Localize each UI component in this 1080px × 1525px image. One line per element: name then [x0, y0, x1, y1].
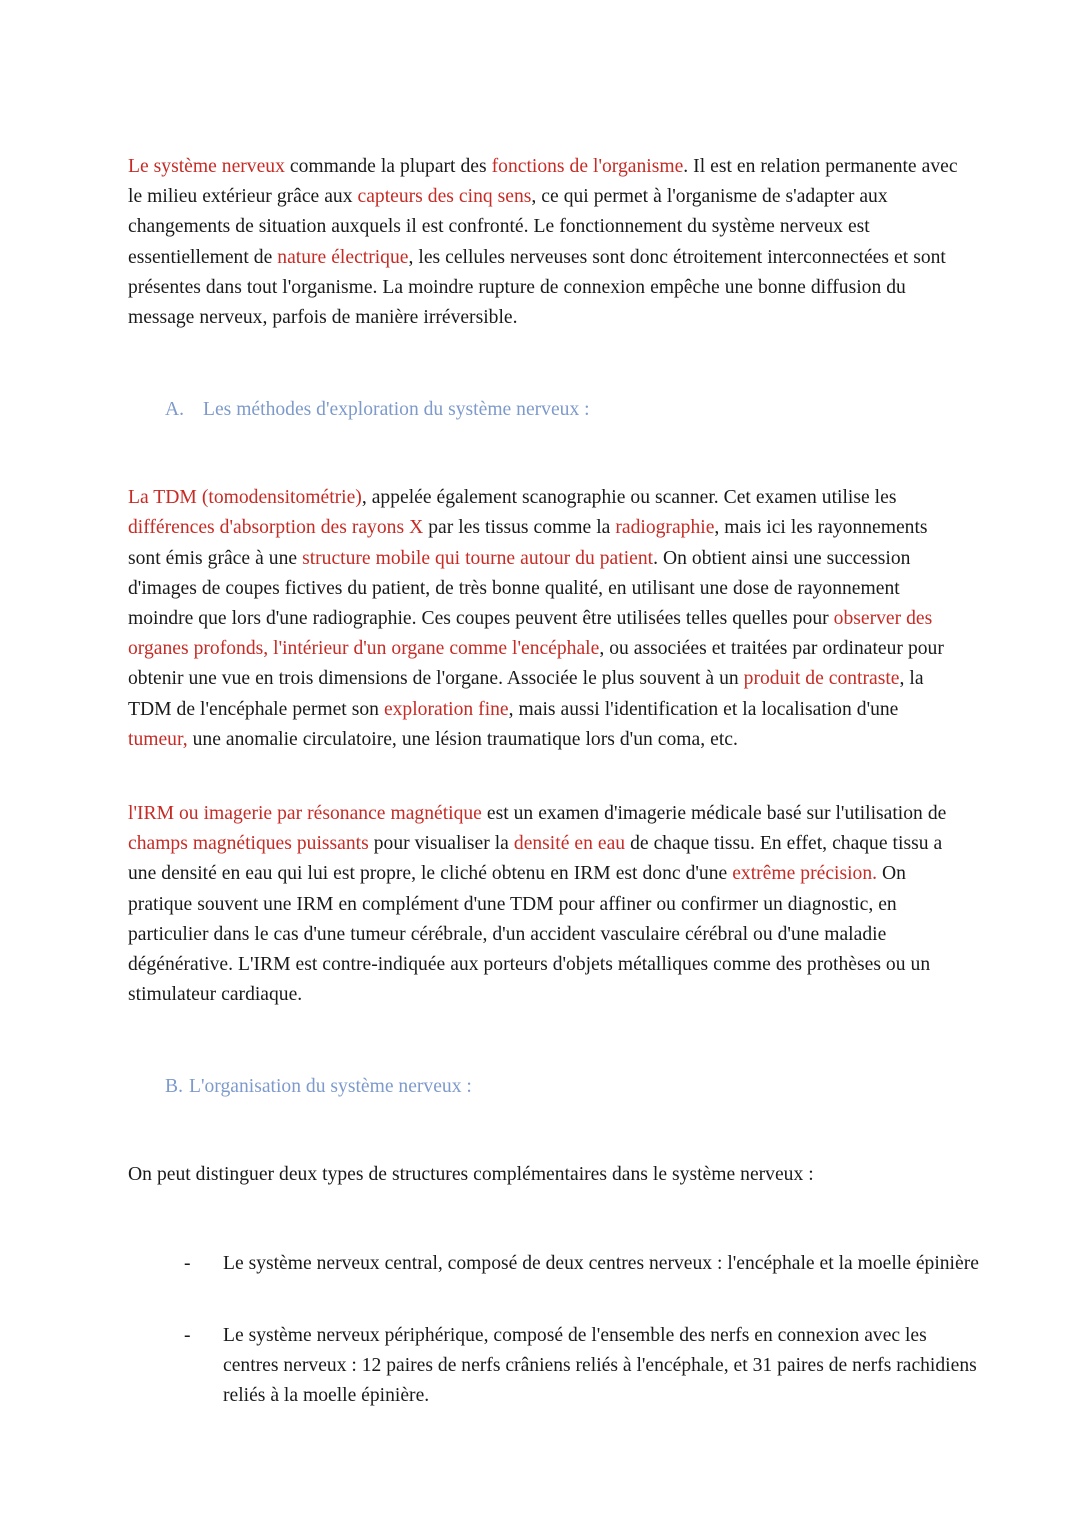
tdm-text-5: , ou associées et traitées par ordinateur pour obtenir une vue en trois dimensions de l'organe. Associée le plus souvent à un [128, 638, 944, 690]
tdm-highlight-observer-organes: observer des organes profonds, l'intérieur d'un organe comme l'encéphale [128, 608, 933, 660]
section-a-title: Les méthodes d'exploration du système nerveux : [203, 399, 590, 421]
document-body [128, 152, 979, 1411]
intro-text-1: commande la plupart des [284, 156, 492, 177]
list-item-text: Le système nerveux central, composé de deux centres nerveux : l'encéphale et la moelle épinière [223, 1252, 979, 1274]
spacer [128, 1010, 958, 1072]
irm-highlight-extreme-precision: extrême précision. [732, 863, 878, 885]
irm-highlight-champs-magnetiques: champs magnétiques puissants [128, 833, 369, 855]
tdm-highlight-produit-contraste: produit de contraste [743, 668, 900, 690]
tdm-highlight-structure-mobile: structure mobile qui tourne autour du patient [302, 547, 654, 569]
organisation-list [128, 1249, 979, 1412]
irm-text-1: est un examen d'imagerie médicale basé sur l'utilisation de [481, 803, 947, 825]
intro-text-2: . Il est en relation permanente avec le milieu extérieur grâce aux [128, 156, 958, 208]
section-heading-a [128, 395, 958, 425]
tdm-text-3: , mais ici les rayonnements sont émis grâce à une [128, 517, 928, 569]
spacer [128, 425, 958, 483]
irm-text-2: pour visualiser la [368, 833, 514, 855]
list-item-text: Le système nerveux périphérique, composé de l'ensemble des nerfs en connexion avec les centres nerveux : 12 paires de nerfs crâniens reliés à l'encéphale, et 31 paires de nerfs rachidiens reliés à la moelle épinière. [223, 1324, 977, 1407]
tdm-highlight-differences-absorption: différences d'absorption des rayons X [128, 517, 424, 539]
intro-highlight-nature-electrique: nature électrique [277, 246, 409, 268]
tdm-text-2: par les tissus comme la [423, 517, 616, 539]
irm-highlight-densite-en-eau: densité en eau [513, 833, 626, 855]
section-b-title: L'organisation du système nerveux : [189, 1076, 472, 1098]
irm-paragraph [128, 799, 958, 1010]
list-item [156, 1249, 985, 1279]
list-item [156, 1321, 985, 1412]
tdm-text-4: . On obtient ainsi une succession d'images de coupes fictives du patient, de très bonne qualité, en utilisant une dose de rayonnement moindre que lors d'une radiographie. Ces coupes peuvent être utilisées telles quelles pour [128, 547, 911, 630]
intro-paragraph [128, 152, 958, 333]
spacer [128, 1102, 958, 1160]
section-heading-b [128, 1072, 958, 1102]
irm-highlight-irm-definition: l'IRM ou imagerie par résonance magnétique [128, 803, 482, 825]
spacer [128, 333, 958, 395]
tdm-highlight-exploration-fine: exploration fine [383, 698, 509, 720]
tdm-text-7: , mais aussi l'identification et la localisation d'une [508, 698, 899, 720]
dash-bullet-icon: - [184, 1252, 191, 1274]
intro-highlight-fonctions-organisme: fonctions de l'organisme [491, 156, 684, 177]
irm-text-3: de chaque tissu. En effet, chaque tissu a une densité en eau qui lui est propre, le cliché obtenu en IRM est donc d'une [128, 833, 943, 885]
intro-highlight-capteurs-cinq-sens: capteurs des cinq sens [357, 186, 532, 208]
intro-text-3: , ce qui permet à l'organisme de s'adapter aux changements de situation auxquels il est confronté. Le fonctionnement du système nerveux est essentiellement de [128, 186, 888, 268]
tdm-paragraph [128, 483, 958, 755]
dash-bullet-icon: - [184, 1324, 191, 1346]
intro-highlight-systeme-nerveux: Le système nerveux [128, 156, 285, 177]
section-a-marker: A. [165, 399, 185, 421]
tdm-highlight-la-tdm: La TDM (tomodensitométrie) [128, 487, 362, 509]
intro-text-4: , les cellules nerveuses sont donc étroitement interconnectées et sont présentes dans tout l'organisme. La moindre rupture de connexion empêche une bonne diffusion du message nerveux, parfois de manière irréversible. [128, 246, 946, 329]
tdm-text-1: , appelée également scanographie ou scanner. Cet examen utilise les [361, 487, 897, 509]
irm-text-4: On pratique souvent une IRM en complément d'une TDM pour affiner ou confirmer un diagnostic, en particulier dans le cas d'une tumeur cérébrale, d'un accident vasculaire cérébral ou d'une maladie dégénérative. L'IRM est contre-indiquée aux porteurs d'objets métalliques comme des prothèses ou un stimulateur cardiaque. [128, 863, 931, 1006]
tdm-text-6: , la TDM de l'encéphale permet son [128, 668, 924, 720]
tdm-highlight-radiographie: radiographie [615, 517, 715, 539]
organisation-intro-paragraph: On peut distinguer deux types de structures complémentaires dans le système nerveux : [128, 1164, 814, 1186]
section-b-marker: B. [165, 1076, 183, 1098]
spacer [128, 755, 958, 799]
spacer [128, 1191, 958, 1249]
tdm-highlight-tumeur: tumeur, [128, 728, 188, 750]
tdm-text-8: une anomalie circulatoire, une lésion traumatique lors d'un coma, etc. [187, 728, 738, 750]
